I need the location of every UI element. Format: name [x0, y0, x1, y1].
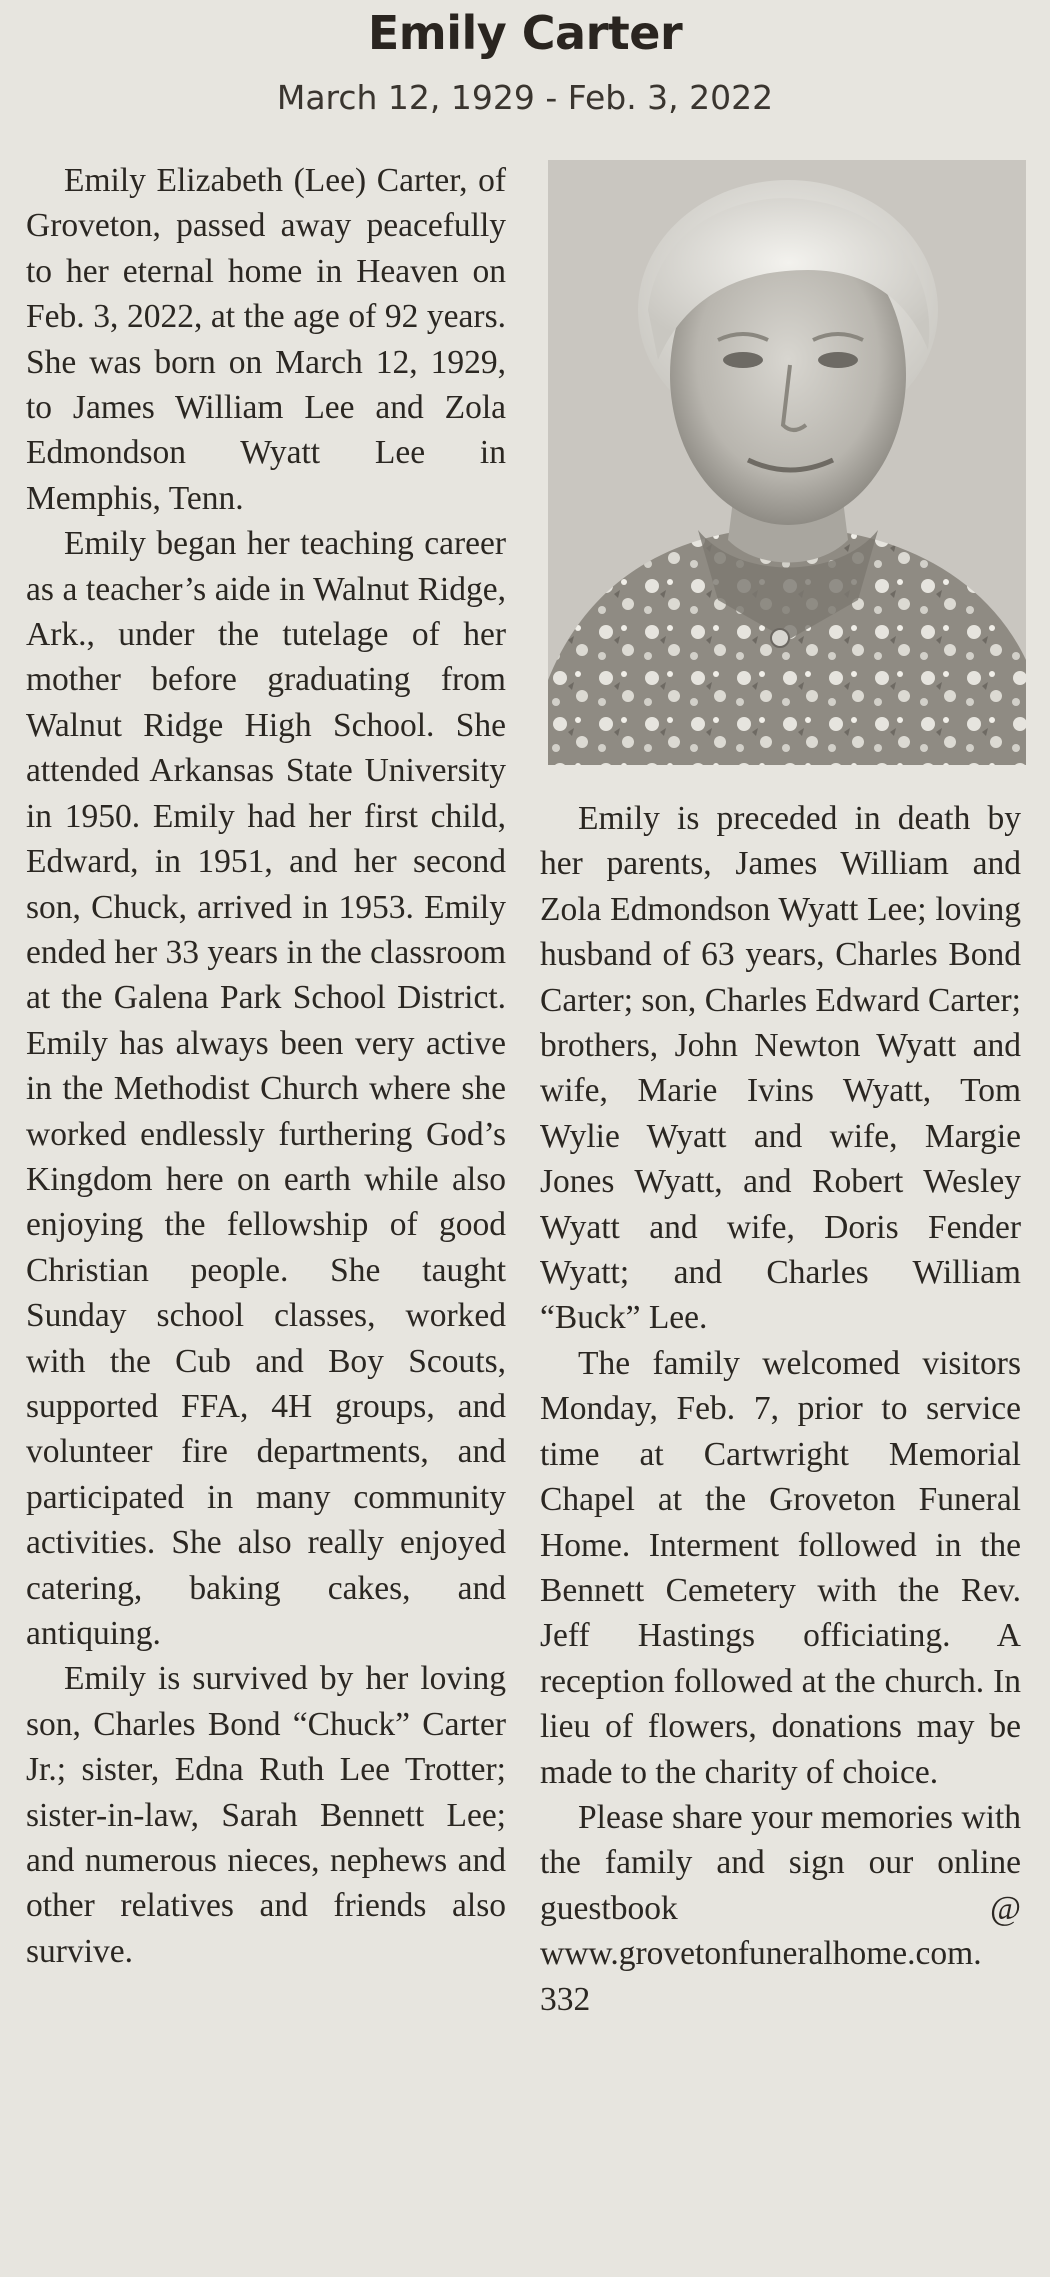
right-column — [540, 796, 1021, 2022]
left-column — [26, 158, 506, 1974]
obituary-paragraph: Emily Elizabeth (Lee) Carter, of Groveton, passed away peacefully to her eternal home in Heaven on Feb. 3, 2022, at the age of 92 years. She was born on March 12, 1929, to James William Lee and Zola Edmondson Wyatt Lee in Memphis, Tenn. — [26, 162, 506, 517]
obituary-paragraph: Emily is survived by her loving son, Charles Bond “Chuck” Carter Jr.; sister, Edna Ruth Lee Trotter; sister-in-law, Sarah Bennett Lee; and numerous nieces, nephews and other relatives and friends also survive. — [26, 1660, 506, 1970]
obituary-paragraph: Emily is preceded in death by her parents, James William and Zola Edmondson Wyatt Lee; loving husband of 63 years, Charles Bond Carter; son, Charles Edward Carter; brothers, John Newton Wyatt and wife, Marie Ivins Wyatt, Tom Wylie Wyatt and wife, Margie Jones Wyatt, and Robert Wesley Wyatt and wife, Doris Fender Wyatt; and Charles William “Buck” Lee. — [540, 800, 1021, 1337]
portrait-photo — [548, 160, 1026, 765]
life-dates: March 12, 1929 - Feb. 3, 2022 — [276, 78, 774, 117]
obituary-paragraph: The family welcomed visitors Monday, Feb. 7, prior to service time at Cartwright Memorial Chapel at the Groveton Funeral Home. Interment followed in the Bennett Cemetery with the Rev. Jeff Hastings officiating. A reception followed at the church. In lieu of flowers, donations may be made to the charity of choice. — [540, 1344, 1021, 1791]
obituary-name: Emily Carter — [367, 6, 683, 60]
obituary-paragraph: Emily began her teaching career as a teacher’s aide in Walnut Ridge, Ark., under the tutelage of her mother before graduating from Walnut Ridge High School. She attended Arkansas State University in 1950. Emily had her first child, Edward, in 1951, and her second son, Chuck, arrived in 1953. Emily ended her 33 years in the classroom at the Galena Park School District. Emily has always been very active in the Methodist Church where she worked endlessly furthering God’s Kingdom here on earth while also enjoying the fellowship of good Christian people. She taught Sunday school classes, worked with the Cub and Boy Scouts, supported FFA, 4H groups, and volunteer fire departments, and participated in many community activities. She also really enjoyed catering, baking cakes, and antiquing. — [26, 525, 507, 1652]
portrait-illustration — [548, 160, 1026, 765]
obituary-paragraph: Please share your memories with the family and sign our online guestbook @ www.grovetonfuneralhome.com. 332 — [540, 1798, 1021, 2018]
